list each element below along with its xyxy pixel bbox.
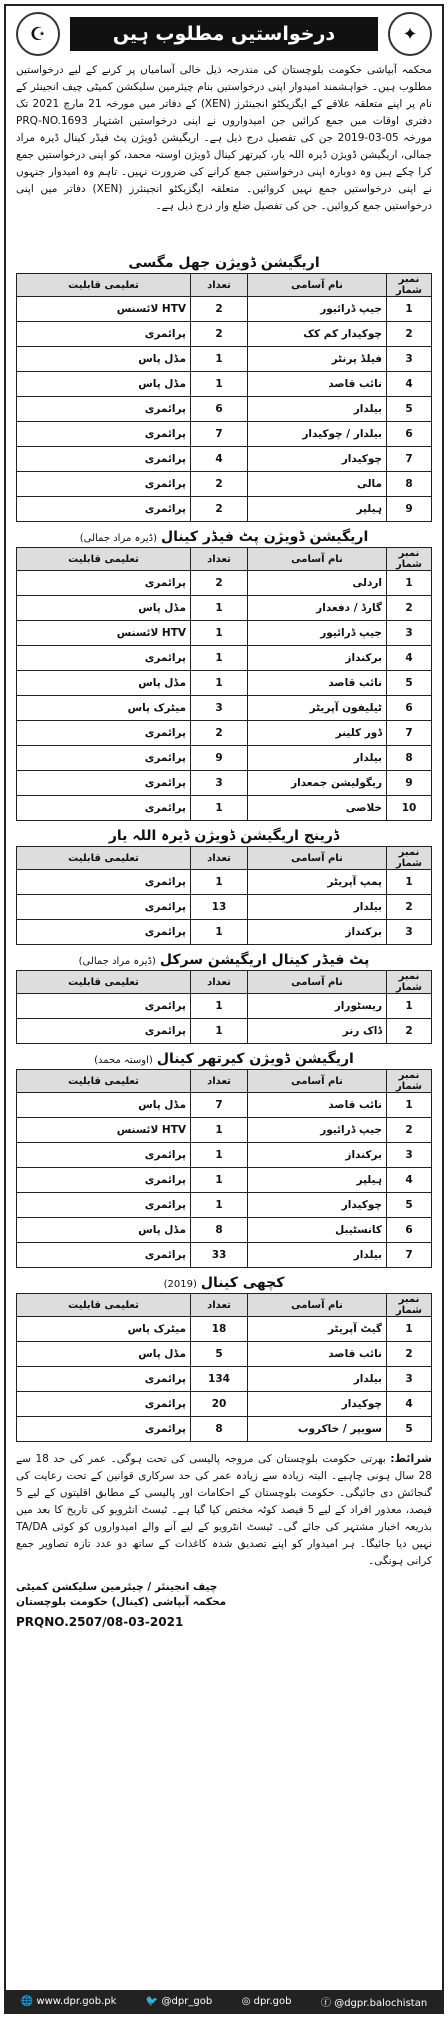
section-title-text: اریگیشن ڈویژن جھل مگسی xyxy=(128,255,320,271)
cell-post: چوکیدار xyxy=(248,1392,387,1417)
cell-num: 8 xyxy=(387,472,432,497)
cell-qual: پرائمری xyxy=(17,895,191,920)
cell-post: برکنداز xyxy=(248,920,387,945)
cell-num: 2 xyxy=(387,1342,432,1367)
cell-qual: پرائمری xyxy=(17,771,191,796)
table-row xyxy=(17,796,432,821)
cell-post: اردلی xyxy=(248,571,387,596)
column-header-count: تعداد xyxy=(191,971,248,994)
cell-post: ریگولیشن جمعدار xyxy=(248,771,387,796)
cell-qual: پرائمری xyxy=(17,1367,191,1392)
cell-count: 8 xyxy=(191,1417,248,1442)
table-row xyxy=(17,497,432,522)
column-header-qual: تعلیمی قابلیت xyxy=(17,847,191,870)
cell-post: مالی xyxy=(248,472,387,497)
table-header-row xyxy=(17,847,432,870)
cell-post: نائب قاصد xyxy=(248,372,387,397)
table-row xyxy=(17,895,432,920)
cell-count: 9 xyxy=(191,746,248,771)
cell-num: 5 xyxy=(387,671,432,696)
cell-num: 1 xyxy=(387,1317,432,1342)
cell-count: 2 xyxy=(191,472,248,497)
cell-num: 6 xyxy=(387,696,432,721)
section-subtitle: (اوستہ محمد) xyxy=(94,1055,153,1066)
footer-facebook[interactable]: ⓕ @dgpr.balochistan xyxy=(321,1997,428,2009)
cell-count: 3 xyxy=(191,696,248,721)
column-header-qual: تعلیمی قابلیت xyxy=(17,274,191,297)
cell-qual: پرائمری xyxy=(17,920,191,945)
cell-qual: پرائمری xyxy=(17,870,191,895)
table-row xyxy=(17,1243,432,1268)
section-subtitle: (ڈیرہ مراد جمالی) xyxy=(79,533,158,544)
section-subtitle: (ڈیرہ مراد جمالی) xyxy=(78,956,156,967)
cell-qual: پرائمری xyxy=(17,1019,191,1044)
cell-num: 4 xyxy=(387,1392,432,1417)
cell-count: 2 xyxy=(191,497,248,522)
cell-post: سویپر / خاکروب xyxy=(248,1417,387,1442)
cell-count: 18 xyxy=(191,1317,248,1342)
table-row xyxy=(17,571,432,596)
cell-qual: پرائمری xyxy=(17,994,191,1019)
cell-qual: پرائمری xyxy=(17,1193,191,1218)
column-header-post: نام آسامی xyxy=(248,847,387,870)
cell-num: 1 xyxy=(387,297,432,322)
footer xyxy=(6,1990,442,2012)
cell-num: 2 xyxy=(387,895,432,920)
cell-qual: پرائمری xyxy=(17,472,191,497)
cell-num: 1 xyxy=(387,994,432,1019)
column-header-qual: تعلیمی قابلیت xyxy=(17,1070,191,1093)
column-header-post: نام آسامی xyxy=(248,1294,387,1317)
cell-count: 1 xyxy=(191,347,248,372)
column-header-post: نام آسامی xyxy=(248,548,387,571)
jobs-table xyxy=(16,1069,432,1268)
table-row xyxy=(17,596,432,621)
table-row xyxy=(17,1218,432,1243)
cell-post: ہیلپر xyxy=(248,497,387,522)
column-header-num: نمبر شمار xyxy=(387,1294,432,1317)
cell-num: 5 xyxy=(387,397,432,422)
table-row xyxy=(17,1392,432,1417)
cell-qual: پرائمری xyxy=(17,322,191,347)
cell-post: جیپ ڈرائیور xyxy=(248,621,387,646)
cell-post: نائب قاصد xyxy=(248,1093,387,1118)
footer-instagram[interactable]: ◎ dpr.gob xyxy=(241,1995,292,2007)
cell-post: بیلدار xyxy=(248,397,387,422)
cell-post: چوکیدار کم کک xyxy=(248,322,387,347)
cell-post: پمپ آپریٹر xyxy=(248,870,387,895)
cell-post: برکنداز xyxy=(248,646,387,671)
cell-num: 9 xyxy=(387,497,432,522)
cell-post: چوکیدار xyxy=(248,1193,387,1218)
table-row xyxy=(17,994,432,1019)
cell-post: بیلدار xyxy=(248,746,387,771)
column-header-num: نمبر شمار xyxy=(387,274,432,297)
cell-count: 5 xyxy=(191,1342,248,1367)
table-row xyxy=(17,621,432,646)
cell-num: 7 xyxy=(387,1243,432,1268)
column-header-post: نام آسامی xyxy=(248,971,387,994)
conditions-label: شرائط: xyxy=(390,1452,432,1465)
cell-qual: مڈل پاس xyxy=(17,671,191,696)
cell-qual: پرائمری xyxy=(17,497,191,522)
cell-post: گارڈ / دفعدار xyxy=(248,596,387,621)
jobs-table xyxy=(16,970,432,1044)
conditions-text: بھرتی حکومت بلوچستان کی مروجہ پالیسی کی تحت ہوگی۔ عمر کی حد 18 سے 28 سال ہونی چاہیے۔ البتہ زیادہ سے زیادہ عمر کی حد سرکاری قوانین کے تحت رعایت کی گنجائش دی جائیگی۔ حکومت بلوچستان کے احکامات اور پالیسی کے مطابق اقلیتوں کے لیے 5 فیصد، معذور افراد کے لیے 5 فیصد کوٹہ مختص کیا گیا ہے۔ ٹیسٹ انٹرویو کی تاریخ کا بعد میں بذریعہ اخبار مشتہر کی جائے گی۔ ٹیسٹ انٹرویو کے لیے آنے والے امیدواروں کو کوئی TA/DA نہیں دیا جائیگا۔ ہر امیدوار کو اپنے تصدیق شدہ کاغذات کے ساتھ دو عدد تازہ تصاویر جمع کرانی ہونگی۔ xyxy=(16,1453,432,1567)
section-title xyxy=(16,828,432,844)
department-logo-icon: ✦ xyxy=(388,12,432,56)
cell-count: 2 xyxy=(191,322,248,347)
table-row xyxy=(17,322,432,347)
section-title-text: کچھی کینال xyxy=(200,1275,285,1291)
cell-num: 1 xyxy=(387,571,432,596)
column-header-qual: تعلیمی قابلیت xyxy=(17,1294,191,1317)
cell-post: بیلدار xyxy=(248,895,387,920)
table-row xyxy=(17,721,432,746)
column-header-count: تعداد xyxy=(191,1294,248,1317)
table-row xyxy=(17,1367,432,1392)
cell-qual: مڈل پاس xyxy=(17,1218,191,1243)
cell-num: 1 xyxy=(387,1093,432,1118)
cell-qual: HTV لائسنس xyxy=(17,297,191,322)
cell-post: برکنداز xyxy=(248,1143,387,1168)
cell-num: 3 xyxy=(387,621,432,646)
cell-count: 3 xyxy=(191,771,248,796)
column-header-num: نمبر شمار xyxy=(387,1070,432,1093)
section-title-text: ڈرینج اریگیشن ڈویژن ڈیرہ اللہ یار xyxy=(108,828,340,844)
cell-count: 1 xyxy=(191,596,248,621)
cell-post: بیلدار / چوکیدار xyxy=(248,422,387,447)
cell-num: 5 xyxy=(387,1193,432,1218)
cell-qual: HTV لائسنس xyxy=(17,621,191,646)
cell-count: 1 xyxy=(191,372,248,397)
cell-num: 3 xyxy=(387,920,432,945)
cell-post: جیپ ڈرائیور xyxy=(248,297,387,322)
table-row xyxy=(17,1193,432,1218)
signature-block xyxy=(16,1580,432,1609)
table-row xyxy=(17,746,432,771)
emblem-icon: ☪ xyxy=(16,12,60,56)
cell-count: 1 xyxy=(191,671,248,696)
section-title xyxy=(16,255,432,271)
header xyxy=(16,10,432,58)
cell-post: فیلڈ پرنٹر xyxy=(248,347,387,372)
cell-post: خلاصی xyxy=(248,796,387,821)
cell-count: 1 xyxy=(191,994,248,1019)
footer-web[interactable]: 🌐 www.dpr.gob.pk xyxy=(20,1995,117,2007)
cell-num: 3 xyxy=(387,1367,432,1392)
cell-qual: پرائمری xyxy=(17,1143,191,1168)
cell-post: چوکیدار xyxy=(248,447,387,472)
cell-count: 6 xyxy=(191,397,248,422)
cell-count: 20 xyxy=(191,1392,248,1417)
signature-line-2: محکمہ آبپاشی (کینال) حکومت بلوچستان xyxy=(16,1595,227,1608)
table-row xyxy=(17,1093,432,1118)
cell-qual: پرائمری xyxy=(17,571,191,596)
cell-num: 6 xyxy=(387,422,432,447)
column-header-qual: تعلیمی قابلیت xyxy=(17,548,191,571)
cell-post: نائب قاصد xyxy=(248,671,387,696)
column-header-count: تعداد xyxy=(191,274,248,297)
section-title-text: اریگیشن ڈویژن کیرتھر کینال xyxy=(156,1051,354,1067)
section-title-text: اریگیشن ڈویژن پٹ فیڈر کینال xyxy=(161,529,369,545)
cell-qual: مڈل پاس xyxy=(17,347,191,372)
jobs-table xyxy=(16,846,432,945)
cell-qual: پرائمری xyxy=(17,397,191,422)
cell-count: 8 xyxy=(191,1218,248,1243)
cell-qual: میٹرک پاس xyxy=(17,696,191,721)
cell-num: 4 xyxy=(387,646,432,671)
job-sections xyxy=(16,255,432,1442)
table-row xyxy=(17,1143,432,1168)
cell-qual: پرائمری xyxy=(17,721,191,746)
cell-num: 7 xyxy=(387,447,432,472)
cell-count: 7 xyxy=(191,1093,248,1118)
table-row xyxy=(17,1342,432,1367)
cell-count: 13 xyxy=(191,895,248,920)
cell-num: 2 xyxy=(387,1019,432,1044)
column-header-num: نمبر شمار xyxy=(387,971,432,994)
cell-num: 2 xyxy=(387,322,432,347)
footer-twitter[interactable]: 🐦 @dpr_gob xyxy=(145,1995,213,2007)
cell-qual: مڈل پاس xyxy=(17,372,191,397)
cell-num: 4 xyxy=(387,372,432,397)
jobs-table xyxy=(16,273,432,522)
section-title xyxy=(16,529,432,545)
jobs-table xyxy=(16,547,432,821)
table-row xyxy=(17,870,432,895)
cell-count: 134 xyxy=(191,1367,248,1392)
table-header-row xyxy=(17,971,432,994)
signature-line-1: چیف انجینئر / چیئرمین سلیکشن کمیٹی xyxy=(16,1581,218,1593)
section-title-text: پٹ فیڈر کینال اریگیشن سرکل xyxy=(159,952,370,968)
cell-qual: پرائمری xyxy=(17,1168,191,1193)
cell-num: 9 xyxy=(387,771,432,796)
cell-count: 33 xyxy=(191,1243,248,1268)
cell-qual: مڈل پاس xyxy=(17,596,191,621)
cell-count: 1 xyxy=(191,1143,248,1168)
cell-qual: پرائمری xyxy=(17,646,191,671)
cell-num: 6 xyxy=(387,1218,432,1243)
cell-qual: میٹرک پاس xyxy=(17,1317,191,1342)
cell-post: نائب قاصد xyxy=(248,1342,387,1367)
column-header-post: نام آسامی xyxy=(248,1070,387,1093)
column-header-post: نام آسامی xyxy=(248,274,387,297)
cell-count: 7 xyxy=(191,422,248,447)
table-row xyxy=(17,397,432,422)
cell-post: ریسٹورار xyxy=(248,994,387,1019)
cell-post: بیلدار xyxy=(248,1243,387,1268)
table-row xyxy=(17,372,432,397)
table-row xyxy=(17,472,432,497)
table-row xyxy=(17,1417,432,1442)
column-header-count: تعداد xyxy=(191,1070,248,1093)
column-header-qual: تعلیمی قابلیت xyxy=(17,971,191,994)
section-subtitle: (2019) xyxy=(163,1279,197,1290)
cell-num: 5 xyxy=(387,1417,432,1442)
table-row xyxy=(17,1019,432,1044)
table-row xyxy=(17,1168,432,1193)
cell-post: ہیلپر xyxy=(248,1168,387,1193)
cell-qual: پرائمری xyxy=(17,746,191,771)
table-row xyxy=(17,646,432,671)
cell-post: بیلدار xyxy=(248,1367,387,1392)
cell-post: گیٹ آپریٹر xyxy=(248,1317,387,1342)
table-row xyxy=(17,297,432,322)
column-header-num: نمبر شمار xyxy=(387,548,432,571)
column-header-count: تعداد xyxy=(191,548,248,571)
page-title: درخواستیں مطلوب ہیں xyxy=(70,17,378,51)
column-header-count: تعداد xyxy=(191,847,248,870)
cell-count: 2 xyxy=(191,571,248,596)
cell-qual: پرائمری xyxy=(17,796,191,821)
column-header-num: نمبر شمار xyxy=(387,847,432,870)
cell-count: 1 xyxy=(191,1193,248,1218)
cell-num: 1 xyxy=(387,870,432,895)
table-row xyxy=(17,422,432,447)
cell-qual: مڈل پاس xyxy=(17,1093,191,1118)
jobs-table xyxy=(16,1293,432,1442)
cell-count: 1 xyxy=(191,796,248,821)
cell-qual: پرائمری xyxy=(17,1392,191,1417)
cell-count: 1 xyxy=(191,621,248,646)
cell-num: 10 xyxy=(387,796,432,821)
cell-num: 4 xyxy=(387,1168,432,1193)
cell-count: 2 xyxy=(191,297,248,322)
cell-count: 1 xyxy=(191,646,248,671)
cell-post: ٹیلیفون آپریٹر xyxy=(248,696,387,721)
cell-post: کانسٹیبل xyxy=(248,1218,387,1243)
table-row xyxy=(17,696,432,721)
cell-count: 1 xyxy=(191,870,248,895)
cell-num: 3 xyxy=(387,347,432,372)
cell-qual: پرائمری xyxy=(17,1243,191,1268)
cell-num: 8 xyxy=(387,746,432,771)
intro-paragraph: محکمہ آبپاشی حکومت بلوچستان کی مندرجہ ذیل خالی آسامیاں پر کرنے کے لیے درخواستیں مطلوب ہیں۔ خواہشمند امیدوار اپنی درخواستیں بنام چیئرمین سلیکشن کمیٹی چیف انجینئر کے نام پر اپنے متعلقہ علاقے کے ایگزیکٹو انجینئرز (XEN) کے دفاتر میں مورخہ 21 مارچ 2021 تک دفتری اوقات میں جمع کرائیں جن امیدواروں نے اپنی درخواستیں اشتہار PRQ-NO.1693 مورخہ 05-03-2019 جن کی تفصیل درج ذیل ہے۔ اریگیشن ڈویژن پٹ فیڈر کینال ڈیرہ مراد جمالی، اریگیشن ڈویژن ڈیرہ اللہ یار، کیرتھر کینال ڈویژن اوستہ محمد، کو اپنی درخواستیں جمع کرا چکے ہیں وہ دوبارہ اپنی درخواستیں جمع کرانے کی ضرورت نہیں۔ تاہم وہ امیدوار جنہوں نے اپنی درخواستیں جمع نہیں کروائیں۔ متعلقہ ایگزیکٹو انجینئرز (XEN) دفاتر میں اپنی درخواستیں جمع کروائیں۔ جن کی تفصیل ضلع وار درج ذیل ہے۔ xyxy=(16,64,432,212)
section-title xyxy=(16,1275,432,1291)
table-row xyxy=(17,671,432,696)
table-row xyxy=(17,1317,432,1342)
table-row xyxy=(17,771,432,796)
section-title xyxy=(16,1051,432,1067)
cell-num: 2 xyxy=(387,1118,432,1143)
table-header-row xyxy=(17,548,432,571)
section-title xyxy=(16,952,432,968)
advertisement-page xyxy=(4,4,444,2014)
cell-post: جیپ ڈرائیور xyxy=(248,1118,387,1143)
table-header-row xyxy=(17,1070,432,1093)
table-header-row xyxy=(17,274,432,297)
cell-num: 7 xyxy=(387,721,432,746)
cell-num: 2 xyxy=(387,596,432,621)
cell-count: 1 xyxy=(191,920,248,945)
prq-number: PRQNO.2507/08-03-2021 xyxy=(16,1615,184,1630)
table-header-row xyxy=(17,1294,432,1317)
conditions xyxy=(16,1450,432,1570)
table-row xyxy=(17,1118,432,1143)
cell-post: ڈاک رنر xyxy=(248,1019,387,1044)
cell-qual: پرائمری xyxy=(17,1417,191,1442)
cell-num: 3 xyxy=(387,1143,432,1168)
cell-qual: HTV لائسنس xyxy=(17,1118,191,1143)
cell-post: ڈور کلینر xyxy=(248,721,387,746)
cell-qual: پرائمری xyxy=(17,422,191,447)
cell-count: 1 xyxy=(191,1168,248,1193)
table-row xyxy=(17,920,432,945)
cell-count: 4 xyxy=(191,447,248,472)
cell-count: 2 xyxy=(191,721,248,746)
cell-count: 1 xyxy=(191,1019,248,1044)
cell-qual: مڈل پاس xyxy=(17,1342,191,1367)
cell-qual: پرائمری xyxy=(17,447,191,472)
table-row xyxy=(17,447,432,472)
cell-count: 1 xyxy=(191,1118,248,1143)
table-row xyxy=(17,347,432,372)
